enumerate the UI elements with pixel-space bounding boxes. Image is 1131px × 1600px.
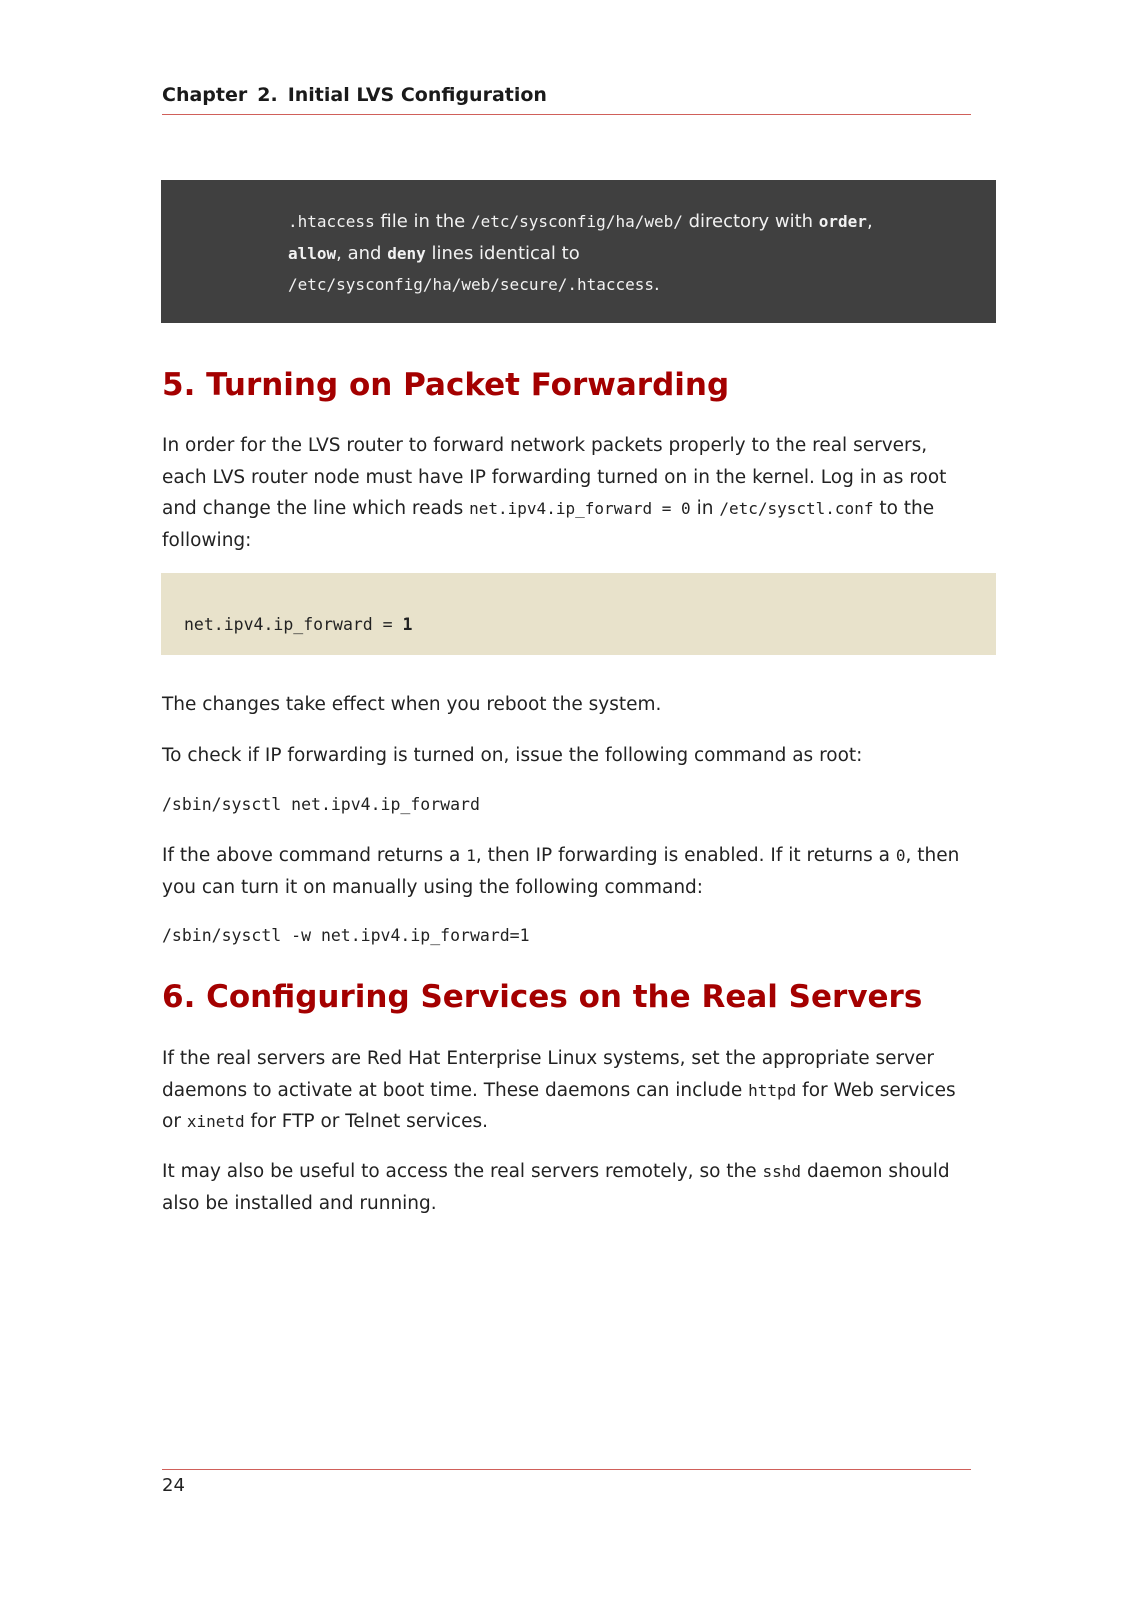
- inline-code-xinetd: xinetd: [186, 1112, 245, 1131]
- text: for FTP or Telnet services.: [244, 1111, 488, 1132]
- text: If the above command returns a: [162, 845, 467, 866]
- check-command: /sbin/sysctl net.ipv4.ip_forward: [162, 795, 480, 814]
- text: It may also be useful to access the real servers remotely, so the: [162, 1161, 763, 1182]
- inline-value-1: 1: [466, 846, 476, 865]
- chapter-title: Initial LVS Configuration: [287, 84, 547, 106]
- note-text: ,: [866, 211, 873, 232]
- code-line: net.ipv4.ip_forward =: [184, 615, 403, 634]
- enable-command: /sbin/sysctl -w net.ipv4.ip_forward=1: [162, 926, 530, 945]
- text: If the real servers are Red Hat Enterprise Linux systems, set the appropriate server daemons to activate at boot time. These daemons can include: [162, 1048, 935, 1101]
- footer-divider: [162, 1469, 971, 1470]
- section-6-heading: 6. Configuring Services on the Real Servers: [162, 979, 923, 1015]
- inline-code-sysctl-conf: /etc/sysctl.conf: [719, 499, 874, 518]
- text: , then IP forwarding is enabled. If it returns a: [475, 845, 896, 866]
- note-allow: allow: [288, 243, 337, 263]
- note-box: [161, 180, 996, 323]
- note-web-dir: /etc/sysconfig/ha/web/: [470, 212, 683, 231]
- code-block: [161, 573, 996, 655]
- inline-value-0: 0: [895, 846, 906, 865]
- note-text: lines identical to: [425, 242, 580, 264]
- inline-code-httpd: httpd: [748, 1080, 797, 1100]
- inline-code-forward-0: net.ipv4.ip_forward = 0: [469, 499, 691, 518]
- text: in: [690, 498, 720, 519]
- note-secure-path: /etc/sysconfig/ha/web/secure/.htaccess: [288, 275, 655, 294]
- note-text: , and: [336, 242, 388, 264]
- text: to the following:: [162, 498, 935, 551]
- note-deny: deny: [387, 243, 426, 263]
- inline-code-sshd: sshd: [762, 1162, 802, 1181]
- note-order: order: [818, 212, 867, 231]
- note-text: directory with: [682, 211, 819, 232]
- page-number: 24: [162, 1475, 185, 1496]
- page-header: [162, 84, 971, 115]
- section-5-heading: 5. Turning on Packet Forwarding: [162, 367, 730, 403]
- reboot-note: The changes take effect when you reboot the system.: [162, 694, 662, 715]
- section-6-intro: [162, 1043, 972, 1138]
- enable-instruction: [162, 840, 972, 903]
- check-instruction: To check if IP forwarding is turned on, issue the following command as root:: [162, 745, 863, 766]
- section-5-intro: [162, 430, 972, 556]
- remote-access-note: [162, 1156, 972, 1219]
- note-htaccess: .htaccess: [288, 212, 375, 231]
- text: In order for the LVS router to forward network packets properly to the real servers, each LVS router node must have IP forwarding turned on in the kernel. Log in as root and change the line which reads: [162, 435, 947, 519]
- text: for Web services or: [162, 1079, 956, 1132]
- chapter-number: 2.: [257, 84, 278, 106]
- code-value: 1: [402, 615, 413, 634]
- text: daemon should also be installed and running.: [162, 1161, 950, 1214]
- note-text: .: [654, 274, 660, 295]
- chapter-label: Chapter: [162, 84, 248, 106]
- note-text: file in the: [374, 211, 471, 232]
- text: , then you can turn it on manually using the following command:: [162, 845, 960, 898]
